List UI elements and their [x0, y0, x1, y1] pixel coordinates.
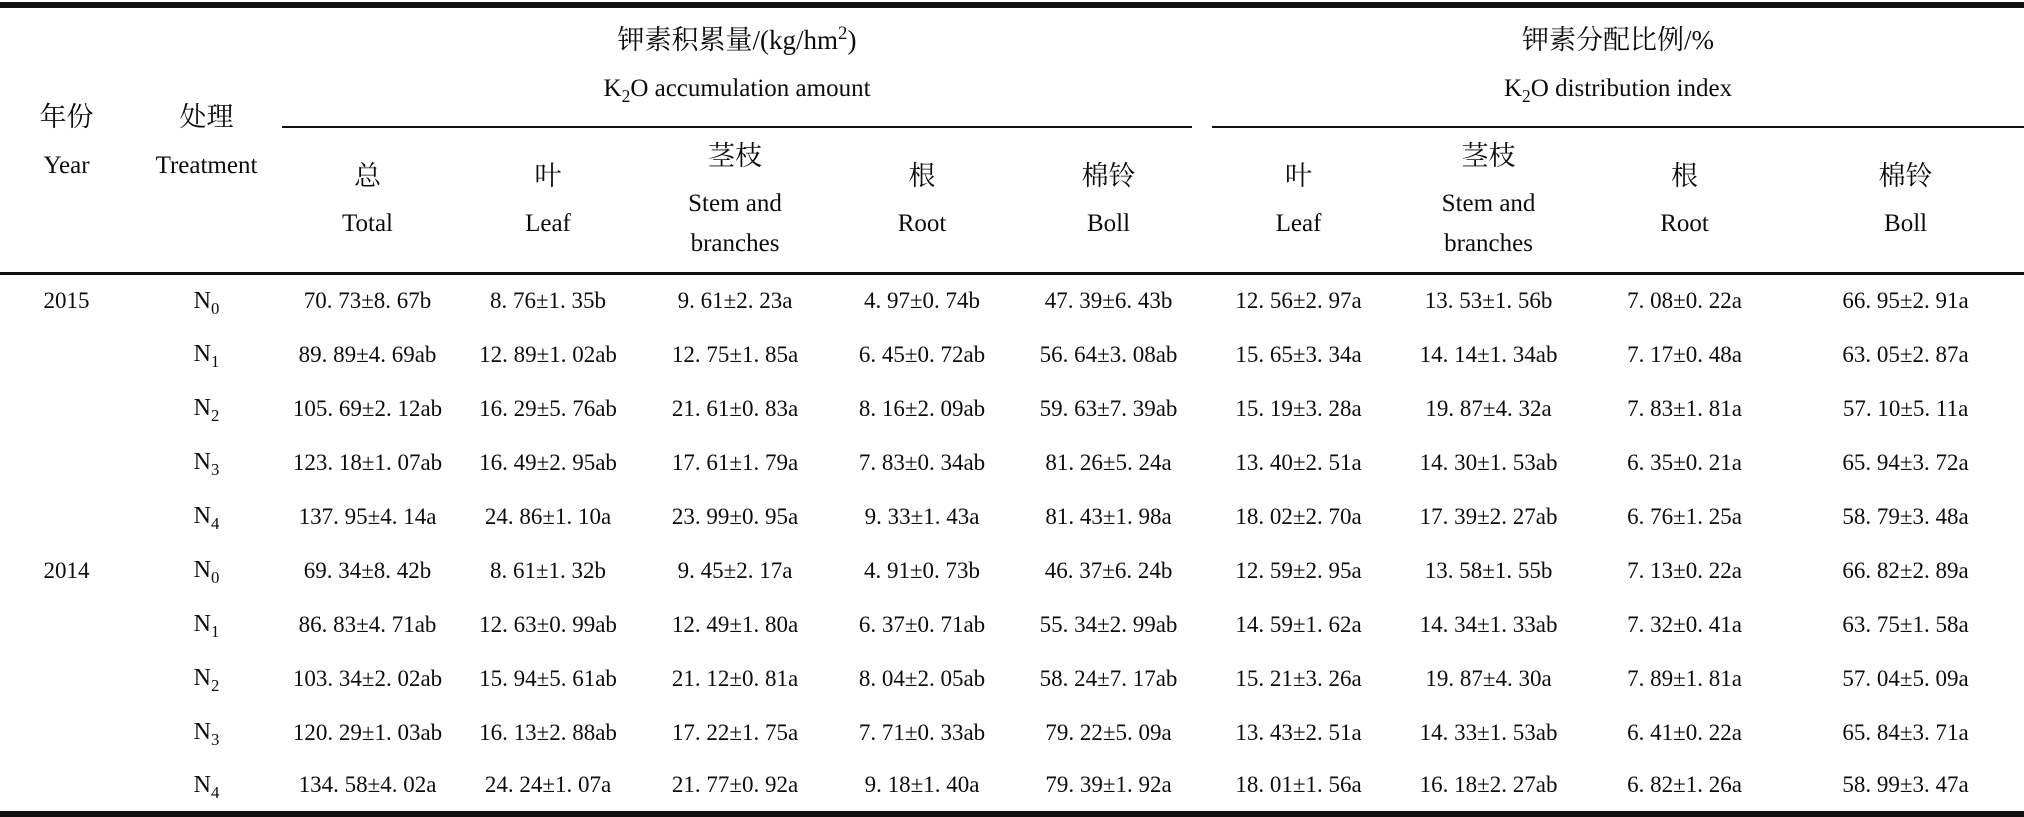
group-header-accumulation [280, 5, 1202, 128]
value-cell: 18. 02±2. 70a [1235, 503, 1362, 529]
table-row [0, 328, 2024, 382]
table-row [0, 382, 2024, 436]
value-cell: 65. 84±3. 71a [1842, 719, 1969, 745]
value-cell: 8. 16±2. 09ab [858, 395, 986, 421]
value-cell: 17. 61±1. 79a [671, 449, 799, 475]
year-cell: 2015 [43, 288, 90, 314]
value-cell: 69. 34±8. 42b [303, 557, 432, 583]
value-cell: 6. 35±0. 21a [1627, 449, 1742, 475]
value-cell: 47. 39±6. 43b [1044, 288, 1173, 314]
value-cell: 4. 97±0. 74b [863, 288, 981, 314]
year-cell [0, 760, 133, 814]
value-cell: 58. 79±3. 48a [1842, 503, 1969, 529]
value-cell: 13. 43±2. 51a [1235, 719, 1362, 745]
value-cell: 16. 49±2. 95ab [479, 449, 617, 475]
value-cell: 9. 61±2. 23a [677, 288, 793, 314]
value-cell: 15. 19±3. 28a [1235, 395, 1362, 421]
treatment-cell: $N_0$ [193, 287, 220, 318]
value-cell: 21. 61±0. 83a [671, 395, 799, 421]
value-cell: 65. 94±3. 72a [1842, 449, 1969, 475]
header-year [0, 5, 133, 274]
subheader-leaf-dist: 叶 Leaf [1202, 128, 1395, 274]
subheader-root-acc: 根 Root [829, 128, 1015, 274]
value-cell: 6. 37±0. 71ab [858, 611, 986, 637]
table-row [0, 760, 2024, 814]
value-cell: 15. 65±3. 34a [1235, 341, 1362, 367]
year-cell [0, 652, 133, 706]
value-cell: 12. 75±1. 85a [671, 341, 799, 367]
value-cell: 14. 34±1. 33ab [1419, 611, 1558, 637]
year-cell [0, 598, 133, 652]
value-cell: 120. 29±1. 03ab [292, 719, 443, 745]
value-cell: 79. 22±5. 09a [1045, 719, 1172, 745]
value-cell: 12. 89±1. 02ab [479, 341, 617, 367]
group-accumulation-zh: 钾素积累量$/(kg/hm^2)$ [617, 23, 857, 55]
value-cell: 24. 24±1. 07a [484, 772, 612, 797]
header-year-en: Year [43, 152, 90, 179]
table-row [0, 652, 2024, 706]
value-cell: 7. 89±1. 81a [1627, 665, 1742, 691]
table-row [0, 598, 2024, 652]
value-cell: 13. 53±1. 56b [1424, 288, 1553, 314]
value-cell: 7. 13±0. 22a [1627, 557, 1742, 583]
value-cell: 12. 56±2. 97a [1235, 288, 1362, 314]
table-row [0, 274, 2024, 328]
value-cell: 134. 58±4. 02a [298, 772, 437, 797]
group-header-distribution [1202, 5, 2024, 128]
value-cell: 15. 21±3. 26a [1235, 665, 1362, 691]
value-cell: 4. 91±0. 73b [863, 557, 981, 583]
value-cell: 59. 63±7. 39ab [1039, 395, 1178, 421]
year-cell [0, 706, 133, 760]
value-cell: 14. 33±1. 53ab [1419, 719, 1558, 745]
value-cell: 66. 95±2. 91a [1842, 288, 1969, 314]
value-cell: 17. 22±1. 75a [671, 719, 799, 745]
value-cell: 81. 26±5. 24a [1045, 449, 1172, 475]
value-cell: 14. 30±1. 53ab [1419, 449, 1558, 475]
value-cell: 63. 75±1. 58a [1842, 611, 1969, 637]
subheader-boll-acc: 棉铃 Boll [1015, 128, 1202, 274]
value-cell: 6. 45±0. 72ab [858, 341, 986, 367]
header-treatment-en: Treatment [155, 152, 258, 179]
treatment-cell: $N_3$ [193, 449, 220, 479]
subheader-stem-dist: 茎枝 Stem and branches [1395, 128, 1582, 274]
table-body [0, 274, 2024, 814]
value-cell: 21. 77±0. 92a [671, 772, 799, 797]
group-distribution-zh: 钾素分配比例/% [1522, 25, 1715, 55]
table-row [0, 544, 2024, 598]
year-cell [0, 490, 133, 544]
table-row [0, 706, 2024, 760]
value-cell: 21. 12±0. 81a [671, 665, 799, 691]
value-cell: 8. 04±2. 05ab [858, 665, 986, 691]
value-cell: 7. 83±1. 81a [1627, 395, 1742, 421]
value-cell: 17. 39±2. 27ab [1419, 503, 1558, 529]
group-distribution-en: $K_2O$ distribution index [1503, 75, 1733, 106]
value-cell: 81. 43±1. 98a [1045, 503, 1172, 529]
treatment-cell: $N_2$ [193, 665, 220, 695]
value-cell: 16. 18±2. 27ab [1419, 772, 1558, 797]
value-cell: 137. 95±4. 14a [298, 503, 437, 529]
value-cell: 6. 41±0. 22a [1627, 719, 1742, 745]
value-cell: 79. 39±1. 92a [1045, 772, 1172, 797]
value-cell: 89. 89±4. 69ab [298, 341, 437, 367]
header-year-zh: 年份 [39, 102, 94, 132]
value-cell: 123. 18±1. 07ab [292, 449, 443, 475]
value-cell: 7. 17±0. 48a [1627, 341, 1742, 367]
value-cell: 16. 29±5. 76ab [479, 395, 617, 421]
value-cell: 7. 32±0. 41a [1627, 611, 1742, 637]
treatment-cell: $N_0$ [193, 557, 220, 587]
value-cell: 12. 63±0. 99ab [479, 611, 617, 637]
value-cell: 19. 87±4. 30a [1425, 665, 1552, 691]
subheader-boll-dist: 棉铃 Boll [1787, 128, 2024, 274]
value-cell: 7. 83±0. 34ab [858, 449, 986, 475]
treatment-cell: $N_4$ [193, 771, 220, 802]
value-cell: 105. 69±2. 12ab [292, 395, 443, 421]
value-cell: 13. 58±1. 55b [1424, 557, 1553, 583]
value-cell: 6. 76±1. 25a [1627, 503, 1742, 529]
value-cell: 8. 61±1. 32b [489, 557, 607, 583]
value-cell: 9. 45±2. 17a [677, 557, 793, 583]
treatment-cell: $N_2$ [193, 395, 220, 425]
header-group-row [0, 5, 2024, 128]
value-cell: 12. 59±2. 95a [1235, 557, 1362, 583]
subheader-root-dist: 根 Root [1582, 128, 1787, 274]
value-cell: 57. 04±5. 09a [1842, 665, 1969, 691]
value-cell: 9. 18±1. 40a [864, 772, 980, 797]
value-cell: 103. 34±2. 02ab [292, 665, 443, 691]
subheader-stem-acc: 茎枝 Stem and branches [641, 128, 829, 274]
year-cell: 2014 [43, 557, 90, 583]
value-cell: 7. 08±0. 22a [1627, 288, 1742, 314]
value-cell: 70. 73±8. 67b [303, 288, 432, 314]
header-sub-row [0, 128, 2024, 274]
value-cell: 18. 01±1. 56a [1235, 772, 1362, 797]
value-cell: 7. 71±0. 33ab [858, 719, 986, 745]
value-cell: 56. 64±3. 08ab [1039, 341, 1178, 367]
year-cell [0, 328, 133, 382]
treatment-cell: $N_1$ [193, 341, 220, 371]
value-cell: 19. 87±4. 32a [1425, 395, 1552, 421]
value-cell: 15. 94±5. 61ab [479, 665, 617, 691]
value-cell: 57. 10±5. 11a [1842, 395, 1969, 421]
value-cell: 58. 99±3. 47a [1842, 772, 1969, 797]
value-cell: 14. 14±1. 34ab [1419, 341, 1558, 367]
subheader-total-acc: 总 Total [280, 128, 455, 274]
value-cell: 12. 49±1. 80a [671, 611, 799, 637]
table-row [0, 436, 2024, 490]
value-cell: 23. 99±0. 95a [671, 503, 799, 529]
treatment-cell: $N_4$ [193, 503, 220, 533]
year-cell [0, 382, 133, 436]
value-cell: 16. 13±2. 88ab [479, 719, 617, 745]
value-cell: 8. 76±1. 35b [489, 288, 607, 314]
value-cell: 55. 34±2. 99ab [1039, 611, 1178, 637]
value-cell: 63. 05±2. 87a [1842, 341, 1969, 367]
value-cell: 13. 40±2. 51a [1235, 449, 1362, 475]
value-cell: 66. 82±2. 89a [1842, 557, 1969, 583]
value-cell: 6. 82±1. 26a [1627, 772, 1742, 797]
year-cell [0, 436, 133, 490]
value-cell: 9. 33±1. 43a [864, 503, 980, 529]
value-cell: 58. 24±7. 17ab [1039, 665, 1178, 691]
treatment-cell: $N_1$ [193, 611, 220, 641]
table-row [0, 490, 2024, 544]
value-cell: 14. 59±1. 62a [1235, 611, 1362, 637]
treatment-cell: $N_3$ [193, 719, 220, 749]
group-accumulation-en: $K_2O$ accumulation amount [603, 75, 871, 106]
value-cell: 46. 37±6. 24b [1044, 557, 1173, 583]
header-treatment [133, 5, 280, 274]
header-treatment-zh: 处理 [179, 102, 234, 132]
subheader-leaf-acc: 叶 Leaf [455, 128, 641, 274]
value-cell: 86. 83±4. 71ab [298, 611, 437, 637]
potassium-data-table [0, 2, 2024, 817]
value-cell: 24. 86±1. 10a [484, 503, 612, 529]
